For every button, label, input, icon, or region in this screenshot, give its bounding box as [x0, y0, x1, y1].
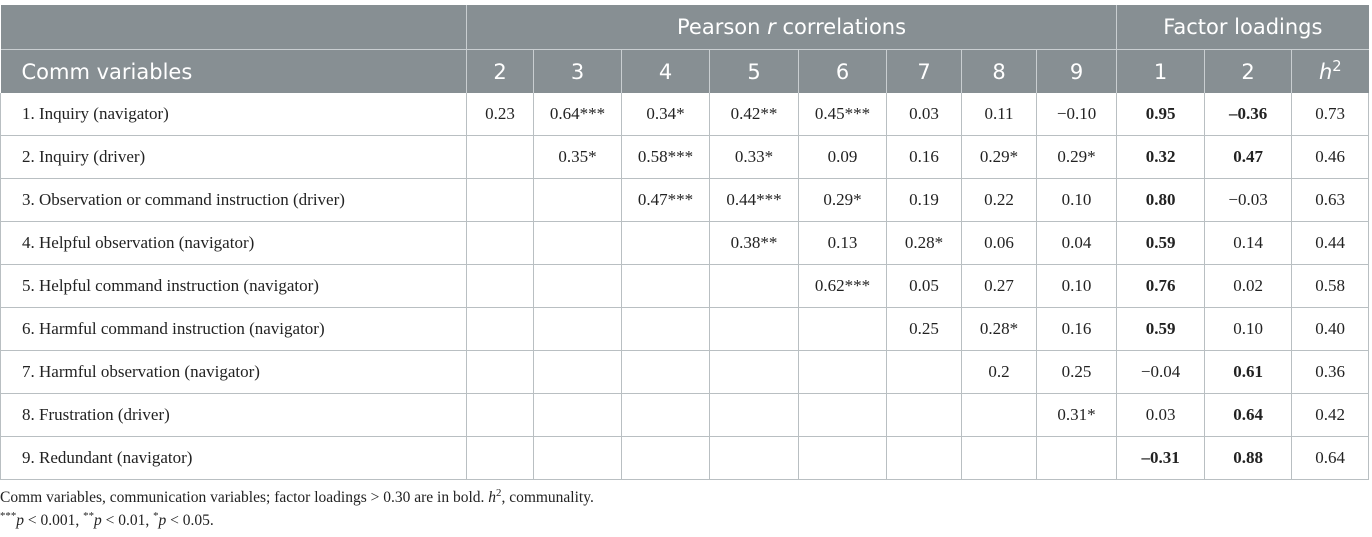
correlation-cell [467, 437, 534, 480]
variable-label: 4. Helpful observation (navigator) [1, 222, 467, 265]
factor-loading-cell: 0.88 [1205, 437, 1292, 480]
communality-cell: 0.46 [1292, 136, 1369, 179]
correlation-cell [534, 179, 622, 222]
correlation-cell: 0.03 [887, 93, 962, 136]
correlation-cell [467, 351, 534, 394]
table-row [1, 437, 1369, 480]
h2-symbol: h [1318, 59, 1333, 84]
correlation-table [0, 5, 1369, 480]
correlation-cell [710, 308, 799, 351]
significance-stars: * [153, 509, 159, 522]
correlation-cell: 0.45*** [799, 93, 887, 136]
group-header-row [1, 5, 1369, 50]
correlation-cell: 0.29* [799, 179, 887, 222]
table-body [1, 93, 1369, 480]
col-header-factor: 1 [1117, 50, 1205, 94]
correlation-cell: 0.2 [962, 351, 1037, 394]
correlation-cell [887, 437, 962, 480]
correlation-cell [710, 265, 799, 308]
table-row [1, 394, 1369, 437]
correlation-cell [534, 351, 622, 394]
factor-loading-cell: 0.61 [1205, 351, 1292, 394]
variable-label: 6. Harmful command instruction (navigator) [1, 308, 467, 351]
correlation-cell [467, 394, 534, 437]
correlation-cell: 0.62*** [799, 265, 887, 308]
col-header-corr: 7 [887, 50, 962, 94]
correlation-cell [799, 394, 887, 437]
correlation-cell [710, 394, 799, 437]
correlation-cell: 0.16 [887, 136, 962, 179]
significance-text: < 0.01, [101, 512, 154, 529]
factor-loading-cell: 0.95 [1117, 93, 1205, 136]
footnote-h-superscript: 2 [496, 486, 502, 499]
significance-stars: *** [0, 509, 17, 522]
footnote-text: , communality. [501, 489, 594, 506]
correlation-cell: 0.64*** [534, 93, 622, 136]
p-symbol: p [158, 512, 167, 529]
correlation-cell: 0.38** [710, 222, 799, 265]
correlation-cell [622, 265, 710, 308]
col-header-corr: 2 [467, 50, 534, 94]
correlation-cell: 0.42** [710, 93, 799, 136]
correlation-cell [887, 394, 962, 437]
header-corner [1, 5, 467, 50]
correlation-cell [467, 265, 534, 308]
correlation-cell [622, 222, 710, 265]
correlation-cell: 0.58*** [622, 136, 710, 179]
correlation-cell: 0.28* [962, 308, 1037, 351]
table-row [1, 136, 1369, 179]
correlation-cell [534, 394, 622, 437]
correlation-cell [622, 394, 710, 437]
table-row [1, 265, 1369, 308]
significance-stars: ** [83, 509, 94, 522]
row-label-header: Comm variables [1, 50, 467, 94]
variable-label: 1. Inquiry (navigator) [1, 93, 467, 136]
correlation-cell: 0.10 [1037, 265, 1117, 308]
communality-cell: 0.40 [1292, 308, 1369, 351]
factor-group-header: Factor loadings [1117, 5, 1369, 50]
correlation-cell [962, 394, 1037, 437]
factor-loading-cell: –0.31 [1117, 437, 1205, 480]
significance-text: < 0.05. [166, 512, 214, 529]
factor-loading-cell: 0.59 [1117, 222, 1205, 265]
col-header-corr: 9 [1037, 50, 1117, 94]
correlation-cell: 0.25 [887, 308, 962, 351]
factor-loading-cell: 0.14 [1205, 222, 1292, 265]
table-header [1, 5, 1369, 93]
footnote-significance [0, 509, 594, 532]
footnote-h-symbol: h [488, 489, 497, 506]
correlation-cell: 0.16 [1037, 308, 1117, 351]
variable-label: 3. Observation or command instruction (driver) [1, 179, 467, 222]
col-header-corr: 3 [534, 50, 622, 94]
correlation-cell: 0.31* [1037, 394, 1117, 437]
correlation-cell [622, 308, 710, 351]
factor-loading-cell: −0.04 [1117, 351, 1205, 394]
correlation-cell: 0.13 [799, 222, 887, 265]
correlation-cell [622, 351, 710, 394]
footnote-abbreviations [0, 486, 594, 509]
correlation-cell [534, 222, 622, 265]
h2-superscript: 2 [1332, 57, 1342, 75]
communality-cell: 0.44 [1292, 222, 1369, 265]
correlation-cell [799, 437, 887, 480]
variable-label: 8. Frustration (driver) [1, 394, 467, 437]
correlation-cell: 0.35* [534, 136, 622, 179]
correlation-cell [534, 265, 622, 308]
correlation-cell [467, 308, 534, 351]
factor-loading-cell: 0.03 [1117, 394, 1205, 437]
factor-loading-cell: 0.64 [1205, 394, 1292, 437]
p-symbol: p [93, 512, 102, 529]
correlation-cell [467, 136, 534, 179]
col-header-corr: 8 [962, 50, 1037, 94]
correlation-cell: 0.04 [1037, 222, 1117, 265]
correlation-cell [534, 437, 622, 480]
table-row [1, 93, 1369, 136]
correlation-cell: 0.29* [962, 136, 1037, 179]
pearson-r-symbol: r [767, 15, 776, 39]
variable-label: 2. Inquiry (driver) [1, 136, 467, 179]
correlation-cell: −0.10 [1037, 93, 1117, 136]
correlation-cell [534, 308, 622, 351]
correlation-cell: 0.29* [1037, 136, 1117, 179]
factor-loading-cell: 0.47 [1205, 136, 1292, 179]
communality-cell: 0.64 [1292, 437, 1369, 480]
factor-loading-cell: 0.59 [1117, 308, 1205, 351]
p-symbol: p [16, 512, 25, 529]
correlation-cell [622, 437, 710, 480]
pearson-header-post: correlations [775, 15, 907, 39]
correlation-cell: 0.44*** [710, 179, 799, 222]
correlation-cell [962, 437, 1037, 480]
correlation-cell: 0.23 [467, 93, 534, 136]
communality-cell: 0.58 [1292, 265, 1369, 308]
col-header-corr: 4 [622, 50, 710, 94]
correlation-cell: 0.09 [799, 136, 887, 179]
correlation-cell [467, 179, 534, 222]
correlation-cell: 0.19 [887, 179, 962, 222]
correlation-cell: 0.33* [710, 136, 799, 179]
correlation-cell: 0.22 [962, 179, 1037, 222]
table-footnotes [0, 486, 594, 532]
factor-loading-cell: 0.76 [1117, 265, 1205, 308]
communality-cell: 0.36 [1292, 351, 1369, 394]
variable-label: 7. Harmful observation (navigator) [1, 351, 467, 394]
correlation-cell [467, 222, 534, 265]
factor-loading-cell: −0.03 [1205, 179, 1292, 222]
correlation-cell: 0.11 [962, 93, 1037, 136]
correlation-cell [1037, 437, 1117, 480]
correlation-cell: 0.34* [622, 93, 710, 136]
table-row [1, 222, 1369, 265]
factor-loading-cell: –0.36 [1205, 93, 1292, 136]
table-row [1, 308, 1369, 351]
pearson-header-pre: Pearson [677, 15, 768, 39]
correlation-cell: 0.27 [962, 265, 1037, 308]
table-row [1, 351, 1369, 394]
significance-text: < 0.001, [24, 512, 84, 529]
correlation-cell [710, 437, 799, 480]
communality-cell: 0.42 [1292, 394, 1369, 437]
pearson-group-header [467, 5, 1117, 50]
correlation-cell: 0.25 [1037, 351, 1117, 394]
column-header-row [1, 50, 1369, 94]
correlation-cell: 0.10 [1037, 179, 1117, 222]
correlation-cell [799, 351, 887, 394]
variable-label: 5. Helpful command instruction (navigator) [1, 265, 467, 308]
factor-loading-cell: 0.10 [1205, 308, 1292, 351]
correlation-cell [887, 351, 962, 394]
footnote-text: Comm variables, communication variables; factor loadings > 0.30 are in bold. [0, 489, 489, 506]
col-header-factor: 2 [1205, 50, 1292, 94]
factor-loading-cell: 0.32 [1117, 136, 1205, 179]
correlation-cell: 0.28* [887, 222, 962, 265]
correlation-cell: 0.05 [887, 265, 962, 308]
col-header-corr: 6 [799, 50, 887, 94]
factor-loading-cell: 0.02 [1205, 265, 1292, 308]
correlation-cell [710, 351, 799, 394]
col-header-corr: 5 [710, 50, 799, 94]
factor-loading-cell: 0.80 [1117, 179, 1205, 222]
variable-label: 9. Redundant (navigator) [1, 437, 467, 480]
col-header-communality [1292, 50, 1369, 94]
correlation-cell: 0.47*** [622, 179, 710, 222]
correlation-cell [799, 308, 887, 351]
communality-cell: 0.73 [1292, 93, 1369, 136]
table-row [1, 179, 1369, 222]
communality-cell: 0.63 [1292, 179, 1369, 222]
correlation-cell: 0.06 [962, 222, 1037, 265]
